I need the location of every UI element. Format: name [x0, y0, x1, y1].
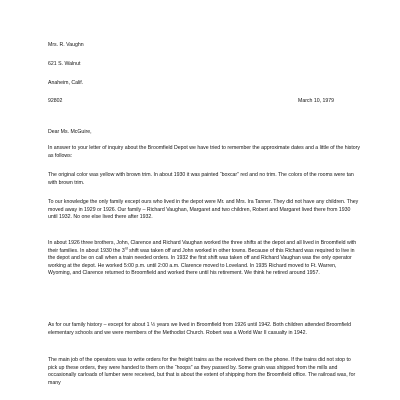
- paragraph-family-history: As for our family history – except for about 1 ½ years we lived in Broomfield from 1926 until 1942. Both children attended Broomfield elementary schools and we were members of the Methodist Church. Robert was a World War II casualty in 1942.: [48, 322, 352, 336]
- paragraph-brothers-text-a: In about 1926 three brothers, John, Clarence and Richard Vaughan worked the three shifts at the depot and all lived in Broomfield with their families. In about 1930 the 3: [48, 240, 357, 254]
- paragraph-inquiry: In answer to your letter of inquiry about the Broomfield Depot we have tried to remember the approximate dates and a little of the history as follows:: [48, 145, 360, 159]
- recipient-city: Anaheim, Calif.: [48, 80, 84, 86]
- recipient-name: Mrs. R. Vaughn: [48, 42, 84, 48]
- letter-date: March 10, 1979: [298, 98, 335, 104]
- paragraph-brothers: [48, 240, 360, 278]
- paragraph-residents: To our knowledge the only family except ours who lived in the depot were Mr. and Mrs. Ira Tanner. They did not have any children. They moved away in 1929 or 1926. Our family – Richard Vaughan, Margaret and two children, Robert and Margaret lived there from 1930 until 1932. No one else lived there after 1932.: [48, 199, 359, 221]
- paragraph-operators: The main job of the operators was to write orders for the freight trains as the received them on the phone. If the trains did not stop to pick up these orders, they were handed to them on the “hoops” as they passed by. Some grain was shipped from the mills and occasionally carloads of lumber were received, but that is about the extent of shipping from the Broomfield office. The railroad was, for many: [48, 357, 356, 386]
- paragraph-colors: The original color was yellow with brown trim. In about 1930 it was painted “boxcar” red and no trim. The colors of the rooms were tan with brown trim.: [48, 172, 354, 186]
- recipient-street: 621 S. Walnut: [48, 61, 81, 67]
- recipient-zip: 92802: [48, 98, 63, 104]
- salutation: Dear Ms. McGuire,: [48, 129, 92, 135]
- paragraph-brothers-text-b: shift was taken off and John worked in other towns. Because of this Richard was required to live in the depot and be on call when a train needed orders. In 1932 the first shift was taken off and Richard Vaughan was the only operator working at the depot. He worked 5:00 p.m. until 2:00 a.m. Clarence moved to Loveland. In 1935 Richard moved to Ft. Warren, Wyoming, and Clarence returned to Broomfield and worked there until his retirement. We think he retired around 1957.: [48, 247, 355, 277]
- ordinal-suffix: rd: [124, 245, 128, 250]
